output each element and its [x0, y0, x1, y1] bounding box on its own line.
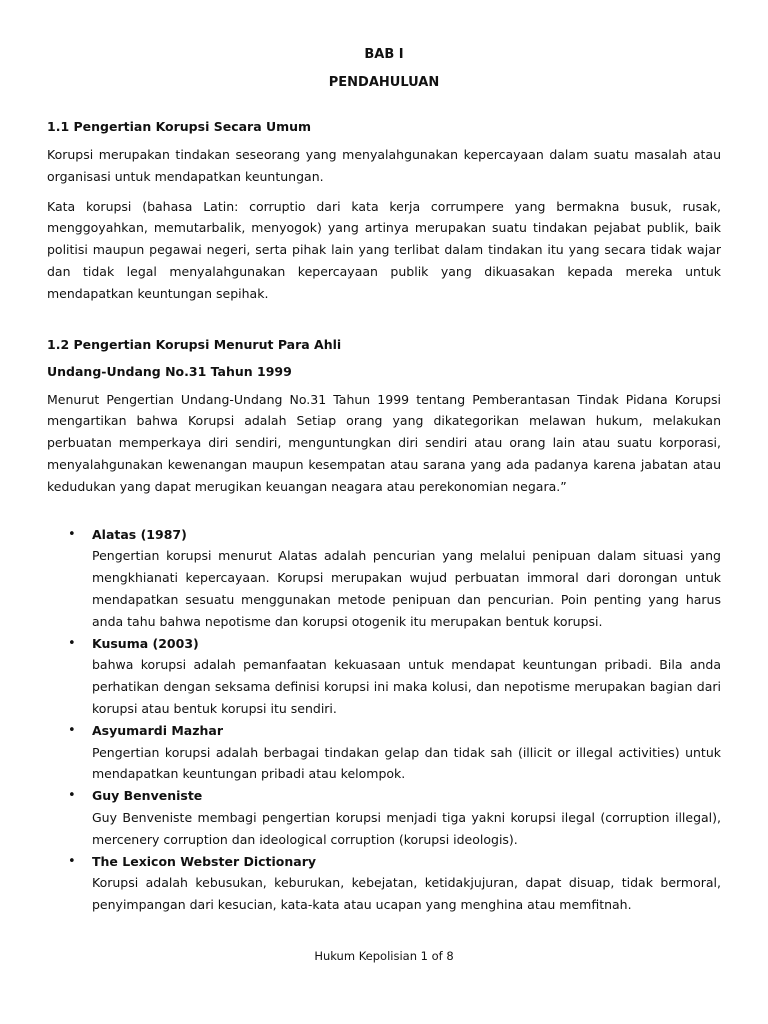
chapter-number: BAB I — [364, 47, 404, 62]
section-1-paragraph-1: Korupsi merupakan tindakan seseorang yang menyalahgunakan kepercayaan dalam suatu masalah atau organisasi untuk mendapatkan keuntungan. — [47, 147, 721, 184]
section-1-heading: 1.1 Pengertian Korupsi Secara Umum — [47, 119, 312, 134]
list-item — [47, 785, 721, 850]
bullet-icon: • — [68, 635, 76, 651]
bullet-icon: • — [68, 853, 76, 869]
section-1-paragraph-2: Kata korupsi (bahasa Latin: corruptio dari kata kerja corrumpere yang bermakna busuk, rusak, menggoyahkan, memutarbalik, menyogok) yang artinya merupakan suatu tindakan pejabat publik, baik politisi maupun pegawai negeri, serta pihak lain yang terlibat dalam tindakan itu yang secara tidak wajar dan tidak legal menyalahgunakan kepercayaan publik yang dikuasakan kepada mereka untuk mendapatkan keuntungan sepihak. — [47, 198, 721, 301]
expert-definition: Pengertian korupsi menurut Alatas adalah pencurian yang melalui penipuan dalam situasi yang mengkhianati kepercayaan. Korupsi merupakan wujud perbuatan immoral dari dorongan untuk mendapatkan sesuatu menggunakan metode penipuan dan pencurian. Poin penting yang harus anda tahu bahwa nepotisme dan korupsi otogenik itu merupakan bentuk korupsi. — [92, 548, 721, 629]
expert-name: Guy Benveniste — [92, 788, 203, 804]
list-item — [47, 524, 721, 633]
list-item — [47, 720, 721, 785]
expert-definition: Pengertian korupsi adalah berbagai tindakan gelap dan tidak sah (illicit or illegal activities) untuk mendapatkan keuntungan pribadi atau kelompok. — [92, 744, 721, 782]
chapter-title: PENDAHULUAN — [328, 75, 440, 90]
expert-name: The Lexicon Webster Dictionary — [92, 853, 317, 869]
expert-list — [47, 524, 721, 916]
expert-definition: Korupsi adalah kebusukan, keburukan, kebejatan, ketidakjujuran, dapat disuap, tidak bermoral, penyimpangan dari kesucian, kata-kata atau ucapan yang menghina atau memfitnah. — [92, 875, 721, 913]
bullet-icon: • — [68, 526, 76, 542]
page-content — [47, 46, 721, 916]
expert-name: Asyumardi Mazhar — [92, 722, 224, 738]
list-item — [47, 851, 721, 916]
bullet-icon: • — [68, 788, 76, 804]
list-item — [47, 633, 721, 720]
expert-definition: Guy Benveniste membagi pengertian korupsi menjadi tiga yakni korupsi ilegal (corruption illegal), mercenery corruption dan ideological corruption (korupsi ideologis). — [92, 809, 721, 847]
section-2-paragraph: Menurut Pengertian Undang-Undang No.31 Tahun 1999 tentang Pemberantasan Tindak Pidana Korupsi mengartikan bahwa Korupsi adalah Setiap orang yang dikategorikan melawan hukum, melakukan perbuatan memperkaya diri sendiri, menguntungkan diri sendiri atau orang lain atau suatu korporasi, menyalahgunakan kewenangan maupun kesempatan atau sarana yang ada padanya karena jabatan atau kedudukan yang dapat merugikan keuangan neagara atau perekonomian negara.” — [47, 391, 721, 494]
section-2-subheading: Undang-Undang No.31 Tahun 1999 — [47, 363, 292, 379]
expert-definition: bahwa korupsi adalah pemanfaatan kekuasaan untuk mendapat keuntungan pribadi. Bila anda perhatikan dengan seksama definisi korupsi ini maka kolusi, dan nepotisme merupakan bagian dari korupsi atau bentuk korupsi itu sendiri. — [92, 657, 721, 716]
page-footer: Hukum Kepolisian 1 of 8 — [314, 949, 454, 963]
expert-name: Kusuma (2003) — [92, 635, 199, 651]
section-2-heading: 1.2 Pengertian Korupsi Menurut Para Ahli — [47, 336, 342, 352]
expert-name: Alatas (1987) — [92, 526, 187, 542]
bullet-icon: • — [68, 722, 76, 738]
